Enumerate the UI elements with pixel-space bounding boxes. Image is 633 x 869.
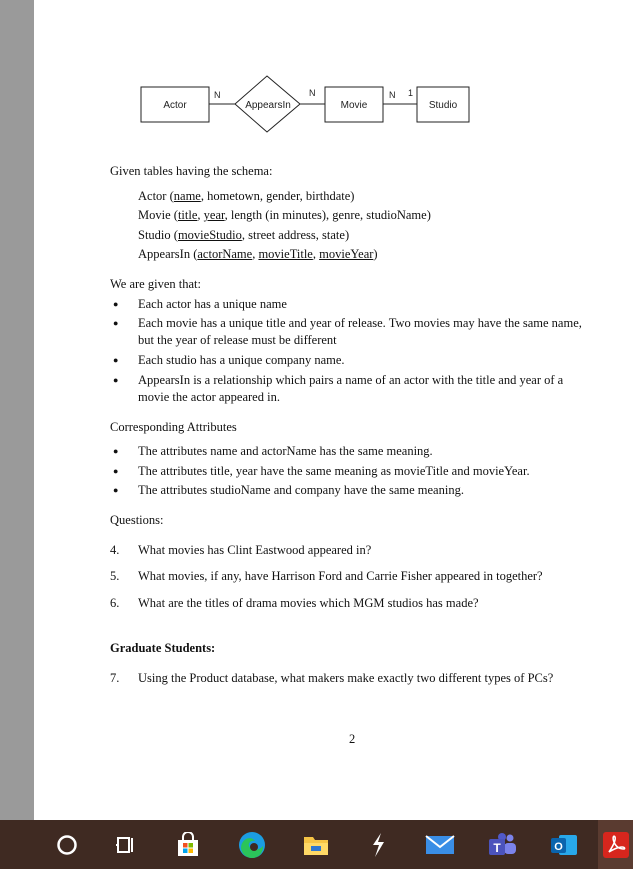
- table-attributes: , hometown, gender, birthdate): [200, 189, 355, 203]
- schema-intro: Given tables having the schema:: [110, 164, 273, 178]
- mail-icon[interactable]: [418, 820, 462, 869]
- key-attribute: year: [203, 208, 225, 222]
- table-attributes: , street address, state): [241, 228, 350, 242]
- schema-appearsin: AppearsIn (actorName, movieTitle, movieYear): [138, 247, 378, 261]
- schema-actor: Actor (name, hometown, gender, birthdate): [138, 189, 355, 203]
- bullet: ●: [113, 299, 119, 309]
- question-number: 6.: [110, 596, 120, 610]
- bullet: ●: [113, 375, 119, 385]
- attribute-item: The attributes name and actorName has the same meaning.: [138, 444, 433, 458]
- given-intro: We are given that:: [110, 277, 201, 291]
- table-attributes: , length (in minutes), genre, studioName): [224, 208, 431, 222]
- app-icon[interactable]: [356, 820, 400, 869]
- key-attribute: movieTitle: [258, 247, 313, 261]
- key-attribute: actorName: [197, 247, 253, 261]
- taskbar: [0, 820, 633, 869]
- question-text: Using the Product database, what makers make exactly two different types of PCs?: [138, 671, 554, 685]
- bullet: ●: [113, 318, 119, 328]
- window-left-margin: [0, 0, 34, 820]
- bullet: ●: [113, 446, 119, 456]
- entity-actor-label: Actor: [163, 100, 187, 111]
- bullet: ●: [113, 355, 119, 365]
- question-number: 5.: [110, 569, 120, 583]
- outlook-icon[interactable]: [542, 820, 586, 869]
- given-item-continued: but the year of release must be different: [138, 333, 337, 347]
- cardinality-actor: N: [214, 90, 221, 100]
- table-name: AppearsIn: [138, 247, 191, 261]
- given-item: Each actor has a unique name: [138, 297, 287, 311]
- schema-movie: Movie (title, year, length (in minutes), genre, studioName): [138, 208, 431, 222]
- key-attribute: movieYear: [319, 247, 374, 261]
- page-number: 2: [349, 732, 356, 746]
- key-attribute: movieStudio: [177, 228, 242, 242]
- start-circle-icon[interactable]: [45, 820, 89, 869]
- cardinality-studio: 1: [408, 88, 414, 98]
- file-explorer-icon[interactable]: [294, 820, 338, 869]
- teams-icon[interactable]: [480, 820, 524, 869]
- given-item: AppearsIn is a relationship which pairs a name of an actor with the title and year of a: [138, 373, 564, 387]
- er-diagram: [34, 0, 633, 140]
- bullet: ●: [113, 466, 119, 476]
- attributes-heading: Corresponding Attributes: [110, 420, 237, 434]
- microsoft-store-icon[interactable]: [166, 820, 210, 869]
- given-item: Each movie has a unique title and year of release. Two movies may have the same name,: [138, 316, 582, 330]
- svg-text:O: O: [554, 840, 563, 853]
- table-name: Movie: [138, 208, 171, 222]
- entity-movie-label: Movie: [340, 100, 368, 111]
- question-number: 7.: [110, 671, 120, 685]
- cardinality-movie: N: [309, 88, 316, 98]
- cardinality-movie-studio: N: [389, 90, 396, 100]
- entity-studio-label: Studio: [428, 100, 458, 111]
- given-item-continued: movie the actor appeared in.: [138, 390, 280, 404]
- acrobat-icon[interactable]: [598, 820, 633, 869]
- svg-text:T: T: [493, 840, 501, 855]
- relationship-appearsin-label: AppearsIn: [245, 100, 291, 111]
- attribute-item: The attributes title, year have the same meaning as movieTitle and movieYear.: [138, 464, 530, 478]
- key-attribute: name: [173, 189, 201, 203]
- question-text: What movies has Clint Eastwood appeared in?: [138, 543, 372, 557]
- table-attributes: ): [373, 247, 378, 261]
- question-text: What movies, if any, have Harrison Ford and Carrie Fisher appeared in together?: [138, 569, 543, 583]
- attribute-item: The attributes studioName and company have the same meaning.: [138, 483, 464, 497]
- bullet: ●: [113, 485, 119, 495]
- table-name: Actor: [138, 189, 167, 203]
- schema-studio: Studio (movieStudio, street address, state): [138, 228, 350, 242]
- task-view-icon[interactable]: [104, 820, 148, 869]
- document-page: [34, 0, 633, 820]
- question-number: 4.: [110, 543, 120, 557]
- question-text: What are the titles of drama movies which MGM studios has made?: [138, 596, 479, 610]
- given-item: Each studio has a unique company name.: [138, 353, 345, 367]
- table-name: Studio: [138, 228, 171, 242]
- graduate-heading: Graduate Students:: [110, 641, 216, 655]
- questions-heading: Questions:: [110, 513, 164, 527]
- edge-icon[interactable]: [230, 820, 274, 869]
- key-attribute: title: [177, 208, 198, 222]
